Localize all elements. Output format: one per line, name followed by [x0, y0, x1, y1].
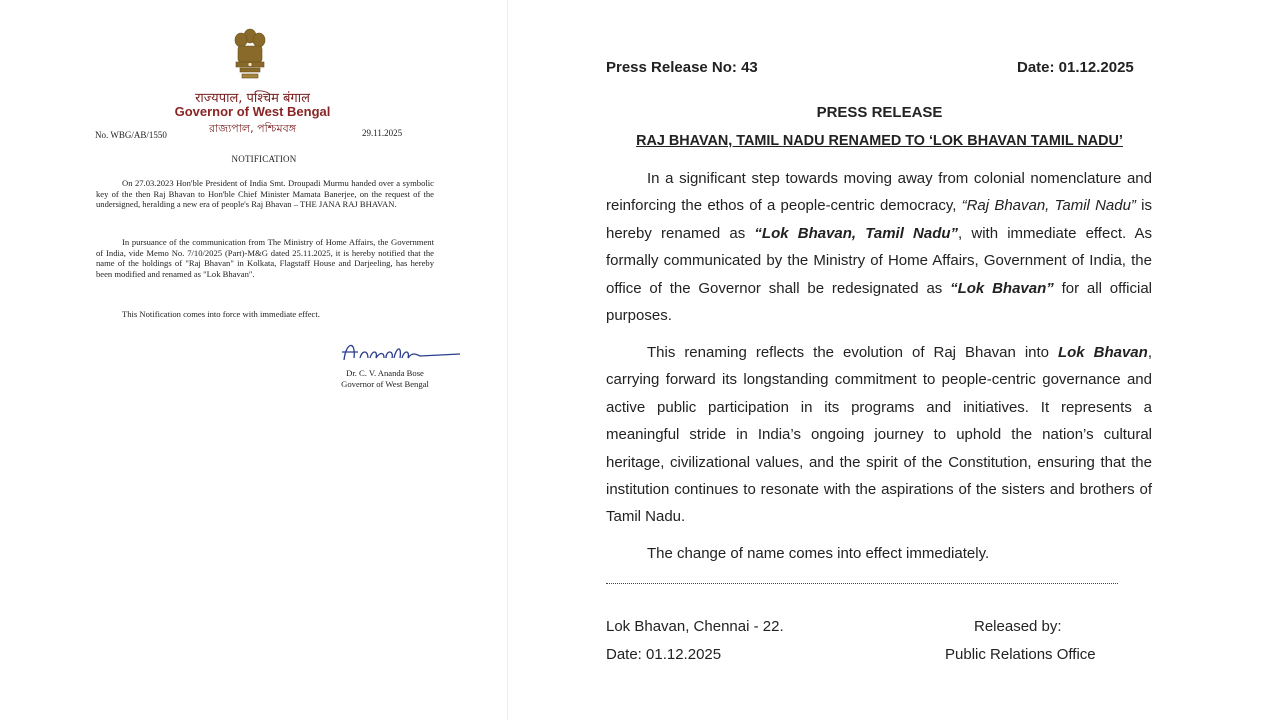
press-release-date: Date: 01.12.2025: [1017, 59, 1134, 76]
bengali-title: রাজ্যপাল, পশ্চিমবঙ্গ: [209, 122, 296, 135]
footer-office: Public Relations Office: [945, 646, 1096, 663]
english-title: Governor of West Bengal: [174, 104, 331, 119]
panel-divider: [507, 0, 508, 720]
footer-date: Date: 01.12.2025: [606, 646, 722, 663]
press-paragraph-3: The change of name comes into effect immediately.: [647, 545, 990, 562]
press-paragraph-2: This renaming reflects the evolution of Raj Bhavan into Lok Bhavan, carrying forward its longstanding commitment to people-centric governance and active public participation in its programs and initiatives. It represents a meaningful stride in India’s ongoing journey to uphold the nation’s cultural heritage, civilizational values, and the spirit of the Constitution, ensuring that the institution continues to resonate with the aspirations of the sisters and brothers of Tamil Nadu.: [606, 344, 1152, 526]
press-release-heading: PRESS RELEASE: [816, 104, 943, 121]
press-release-document: [510, 0, 1280, 720]
footer-place: Lok Bhavan, Chennai - 22.: [606, 618, 784, 635]
reference-number: No. WBG/AB/1550: [95, 130, 167, 140]
handwritten-signature: [336, 336, 466, 366]
state-emblem-icon: [230, 26, 270, 82]
footer-released-by: Released by:: [974, 618, 1062, 635]
notification-paragraph-1: On 27.03.2023 Hon'ble President of India Smt. Droupadi Murmu handed over a symbolic key of the then Raj Bhavan to Hon'ble Chief Minister Mamata Banerjee, on the request of the undersigned, heralding a new era of people's Raj Bhavan – THE JANA RAJ BHAVAN.: [96, 178, 434, 210]
reference-date: 29.11.2025: [362, 128, 403, 138]
signer-name: Dr. C. V. Ananda Bose: [346, 368, 424, 378]
notification-document: [0, 0, 505, 720]
notification-paragraph-2: In pursuance of the communication from The Ministry of Home Affairs, the Government of India, vide Memo No. 7/10/2025 (Part)-M&G dated 25.11.2025, it is hereby notified that the name of the holdings of "Raj Bhavan" in Kolkata, Flagstaff House and Darjeeling, has hereby been modified and renamed as "Lok Bhavan".: [96, 237, 434, 279]
signer-title: Governor of West Bengal: [341, 379, 429, 389]
hindi-title: राज्यपाल, पश्चिम बंगाल: [195, 91, 310, 106]
dotted-separator: [606, 583, 1118, 584]
signer-block: [300, 368, 470, 390]
press-release-title: RAJ BHAVAN, TAMIL NADU RENAMED TO ‘LOK BHAVAN TAMIL NADU’: [636, 133, 1123, 149]
press-paragraph-1: In a significant step towards moving away from colonial nomenclature and reinforcing the ethos of a people-centric democracy, “Raj Bhavan, Tamil Nadu” is hereby renamed as “Lok Bhavan, Tamil Nadu”, with immediate effect. As formally communicated by the Ministry of Home Affairs, Government of India, the office of the Governor shall be redesignated as “Lok Bhavan” for all official purposes.: [606, 170, 1152, 325]
notification-heading: NOTIFICATION: [231, 154, 297, 164]
press-release-number: Press Release No: 43: [606, 59, 758, 76]
notification-paragraph-3: This Notification comes into force with immediate effect.: [122, 309, 320, 319]
